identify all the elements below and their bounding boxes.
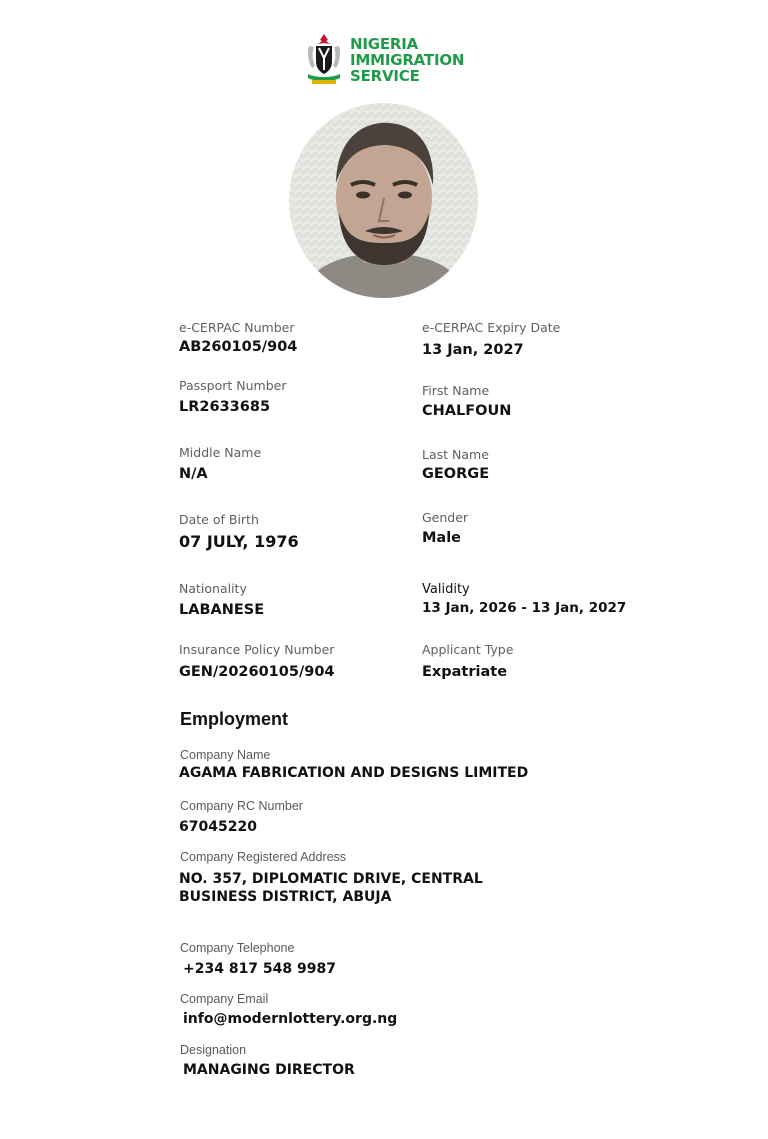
applicant-type-value: Expatriate [422, 664, 508, 680]
first-name-label: First Name [422, 383, 490, 398]
company-email-label: Company Email [180, 992, 269, 1006]
company-address-line2: BUSINESS DISTRICT, ABUJA [179, 889, 392, 905]
date-of-birth-label: Date of Birth [179, 512, 259, 527]
passport-number-label: Passport Number [179, 378, 287, 393]
coat-of-arms-icon [306, 32, 342, 86]
designation-label: Designation [180, 1043, 247, 1057]
ecerpac-expiry-label: e-CERPAC Expiry Date [422, 320, 561, 335]
ecerpac-expiry-value: 13 Jan, 2027 [422, 342, 524, 358]
last-name-value: GEORGE [422, 466, 490, 482]
first-name-value: CHALFOUN [422, 403, 512, 419]
validity-value: 13 Jan, 2026 - 13 Jan, 2027 [422, 600, 627, 616]
gender-value: Male [422, 530, 462, 546]
ecerpac-number-value: AB260105/904 [179, 339, 298, 355]
insurance-policy-label: Insurance Policy Number [179, 642, 335, 657]
employment-heading: Employment [180, 709, 289, 729]
nis-logo [306, 32, 476, 90]
company-rc-label: Company RC Number [180, 799, 303, 813]
middle-name-value: N/A [179, 466, 208, 482]
date-of-birth-value: 07 JULY, 1976 [179, 532, 299, 551]
nationality-value: LABANESE [179, 602, 265, 618]
validity-label: Validity [422, 582, 470, 597]
passport-photo [289, 103, 478, 298]
company-address-line1: NO. 357, DIPLOMATIC DRIVE, CENTRAL [179, 871, 483, 887]
portrait-image [289, 103, 478, 298]
gender-label: Gender [422, 510, 469, 525]
logo-text: NIGERIA IMMIGRATION SERVICE [350, 35, 465, 85]
ecerpac-number-label: e-CERPAC Number [179, 320, 295, 335]
company-telephone-label: Company Telephone [180, 941, 295, 955]
company-rc-value: 67045220 [179, 819, 257, 835]
insurance-policy-value: GEN/20260105/904 [179, 664, 335, 680]
company-name-label: Company Name [180, 748, 271, 762]
last-name-label: Last Name [422, 447, 489, 462]
company-email-value: info@modernlottery.org.ng [183, 1011, 398, 1027]
designation-value: MANAGING DIRECTOR [183, 1062, 355, 1078]
company-name-value: AGAMA FABRICATION AND DESIGNS LIMITED [179, 765, 529, 781]
nationality-label: Nationality [179, 581, 247, 596]
company-telephone-value: +234 817 548 9987 [183, 961, 336, 977]
company-address-label: Company Registered Address [180, 850, 347, 864]
passport-number-value: LR2633685 [179, 399, 271, 415]
applicant-type-label: Applicant Type [422, 642, 514, 657]
middle-name-label: Middle Name [179, 445, 262, 460]
